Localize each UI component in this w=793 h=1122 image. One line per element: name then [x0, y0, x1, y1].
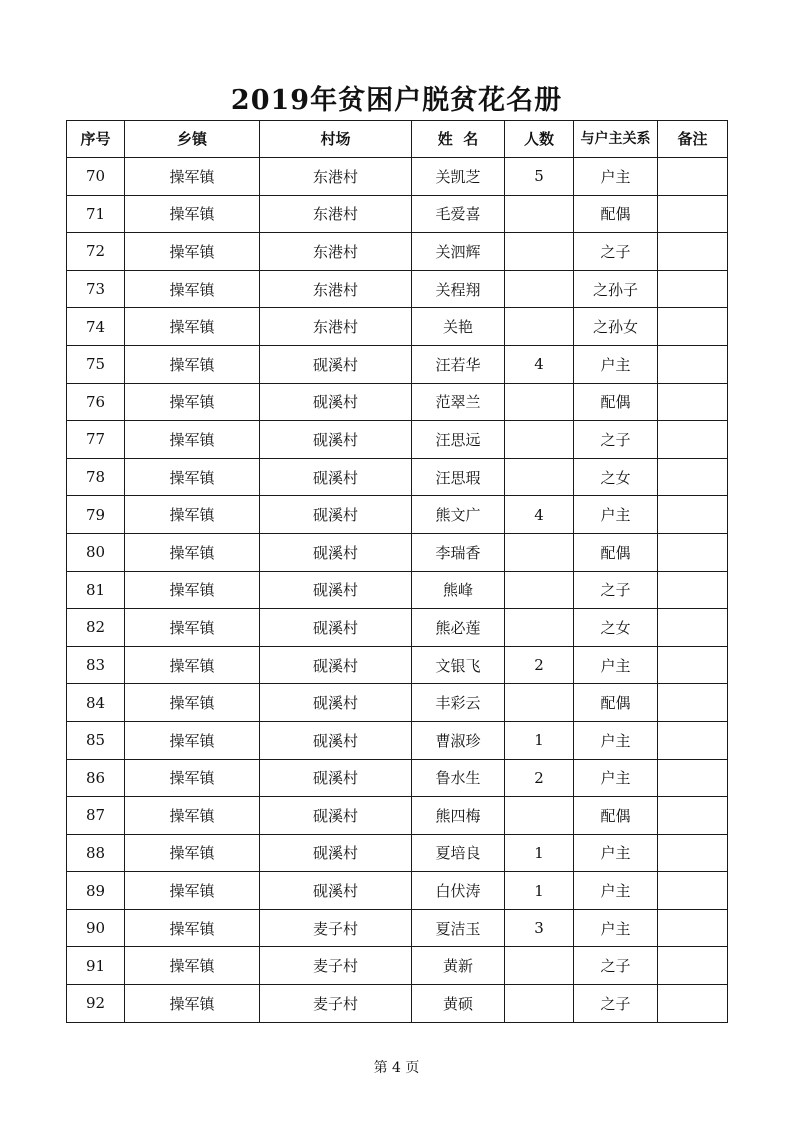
cell-count [505, 233, 574, 271]
cell-count [505, 195, 574, 233]
cell-remark [658, 421, 728, 459]
cell-index: 84 [67, 684, 125, 722]
table-row [67, 947, 728, 985]
cell-remark [658, 834, 728, 872]
table-row [67, 609, 728, 647]
cell-village: 砚溪村 [260, 421, 412, 459]
cell-relation: 之女 [574, 609, 658, 647]
cell-count: 5 [505, 158, 574, 196]
cell-index: 74 [67, 308, 125, 346]
cell-index: 87 [67, 797, 125, 835]
cell-relation: 户主 [574, 345, 658, 383]
cell-relation: 户主 [574, 721, 658, 759]
cell-village: 砚溪村 [260, 345, 412, 383]
cell-remark [658, 646, 728, 684]
cell-count [505, 458, 574, 496]
cell-name: 汪思瑕 [412, 458, 505, 496]
cell-index: 73 [67, 270, 125, 308]
cell-index: 88 [67, 834, 125, 872]
cell-remark [658, 721, 728, 759]
cell-index: 81 [67, 571, 125, 609]
cell-village: 砚溪村 [260, 496, 412, 534]
cell-name: 夏培良 [412, 834, 505, 872]
cell-relation: 之女 [574, 458, 658, 496]
cell-town: 操军镇 [125, 797, 260, 835]
table-row [67, 985, 728, 1023]
cell-count [505, 947, 574, 985]
cell-count [505, 684, 574, 722]
cell-remark [658, 947, 728, 985]
cell-relation: 户主 [574, 834, 658, 872]
cell-town: 操军镇 [125, 985, 260, 1023]
cell-name: 文银飞 [412, 646, 505, 684]
cell-village: 东港村 [260, 158, 412, 196]
cell-name: 毛爱喜 [412, 195, 505, 233]
cell-remark [658, 571, 728, 609]
cell-village: 麦子村 [260, 909, 412, 947]
cell-relation: 之孙子 [574, 270, 658, 308]
header-town: 乡镇 [125, 121, 260, 158]
cell-town: 操军镇 [125, 872, 260, 910]
cell-name: 范翠兰 [412, 383, 505, 421]
table-row [67, 533, 728, 571]
cell-remark [658, 458, 728, 496]
cell-relation: 之子 [574, 947, 658, 985]
cell-count: 4 [505, 345, 574, 383]
cell-count [505, 308, 574, 346]
cell-remark [658, 496, 728, 534]
cell-remark [658, 797, 728, 835]
cell-village: 东港村 [260, 195, 412, 233]
table-row [67, 158, 728, 196]
cell-count: 1 [505, 721, 574, 759]
cell-count [505, 533, 574, 571]
cell-town: 操军镇 [125, 571, 260, 609]
cell-index: 70 [67, 158, 125, 196]
cell-remark [658, 609, 728, 647]
cell-relation: 户主 [574, 872, 658, 910]
header-name: 姓 名 [412, 121, 505, 158]
cell-name: 关艳 [412, 308, 505, 346]
cell-count [505, 797, 574, 835]
cell-town: 操军镇 [125, 158, 260, 196]
cell-index: 85 [67, 721, 125, 759]
cell-village: 麦子村 [260, 985, 412, 1023]
cell-count [505, 609, 574, 647]
table-row [67, 909, 728, 947]
cell-count: 2 [505, 646, 574, 684]
roster-body [67, 158, 728, 1023]
cell-index: 91 [67, 947, 125, 985]
cell-remark [658, 872, 728, 910]
cell-relation: 之子 [574, 233, 658, 271]
cell-relation: 配偶 [574, 383, 658, 421]
cell-town: 操军镇 [125, 609, 260, 647]
table-row [67, 496, 728, 534]
cell-index: 89 [67, 872, 125, 910]
cell-town: 操军镇 [125, 834, 260, 872]
cell-relation: 户主 [574, 158, 658, 196]
cell-count [505, 270, 574, 308]
table-row [67, 797, 728, 835]
cell-town: 操军镇 [125, 909, 260, 947]
cell-remark [658, 383, 728, 421]
cell-name: 鲁水生 [412, 759, 505, 797]
cell-name: 丰彩云 [412, 684, 505, 722]
cell-remark [658, 345, 728, 383]
cell-village: 东港村 [260, 233, 412, 271]
cell-index: 72 [67, 233, 125, 271]
cell-town: 操军镇 [125, 759, 260, 797]
cell-town: 操军镇 [125, 533, 260, 571]
table-row [67, 195, 728, 233]
cell-village: 东港村 [260, 270, 412, 308]
cell-relation: 户主 [574, 759, 658, 797]
cell-relation: 户主 [574, 909, 658, 947]
cell-town: 操军镇 [125, 308, 260, 346]
cell-relation: 配偶 [574, 195, 658, 233]
cell-name: 熊四梅 [412, 797, 505, 835]
table-row [67, 233, 728, 271]
header-index: 序号 [67, 121, 125, 158]
cell-town: 操军镇 [125, 721, 260, 759]
cell-remark [658, 759, 728, 797]
table-row [67, 458, 728, 496]
cell-town: 操军镇 [125, 684, 260, 722]
cell-village: 砚溪村 [260, 684, 412, 722]
cell-town: 操军镇 [125, 233, 260, 271]
table-row [67, 383, 728, 421]
header-row [67, 121, 728, 158]
cell-remark [658, 270, 728, 308]
cell-relation: 之孙女 [574, 308, 658, 346]
cell-name: 汪思远 [412, 421, 505, 459]
cell-remark [658, 684, 728, 722]
table-row [67, 759, 728, 797]
table-row [67, 270, 728, 308]
cell-remark [658, 233, 728, 271]
cell-town: 操军镇 [125, 345, 260, 383]
table-row [67, 721, 728, 759]
roster-table [66, 120, 728, 1023]
cell-name: 李瑞香 [412, 533, 505, 571]
cell-village: 砚溪村 [260, 609, 412, 647]
header-relation: 与户主关系 [574, 121, 658, 158]
cell-index: 77 [67, 421, 125, 459]
cell-name: 黄新 [412, 947, 505, 985]
header-village: 村场 [260, 121, 412, 158]
document-title: 2019年贫困户脱贫花名册 [230, 85, 563, 116]
cell-relation: 之子 [574, 985, 658, 1023]
table-row [67, 834, 728, 872]
cell-index: 78 [67, 458, 125, 496]
table-row [67, 308, 728, 346]
cell-relation: 配偶 [574, 797, 658, 835]
cell-name: 熊峰 [412, 571, 505, 609]
cell-town: 操军镇 [125, 195, 260, 233]
header-count: 人数 [505, 121, 574, 158]
cell-index: 75 [67, 345, 125, 383]
cell-count [505, 571, 574, 609]
cell-count: 2 [505, 759, 574, 797]
cell-town: 操军镇 [125, 421, 260, 459]
cell-village: 砚溪村 [260, 458, 412, 496]
cell-remark [658, 909, 728, 947]
cell-town: 操军镇 [125, 646, 260, 684]
cell-name: 关程翔 [412, 270, 505, 308]
cell-village: 砚溪村 [260, 533, 412, 571]
cell-count: 1 [505, 834, 574, 872]
cell-village: 砚溪村 [260, 721, 412, 759]
table-row [67, 872, 728, 910]
cell-village: 砚溪村 [260, 834, 412, 872]
cell-village: 砚溪村 [260, 383, 412, 421]
table-row [67, 571, 728, 609]
cell-relation: 之子 [574, 571, 658, 609]
cell-index: 80 [67, 533, 125, 571]
cell-count [505, 383, 574, 421]
cell-town: 操军镇 [125, 496, 260, 534]
cell-remark [658, 195, 728, 233]
cell-village: 东港村 [260, 308, 412, 346]
header-remark: 备注 [658, 121, 728, 158]
cell-name: 黄硕 [412, 985, 505, 1023]
cell-remark [658, 985, 728, 1023]
cell-index: 82 [67, 609, 125, 647]
cell-village: 砚溪村 [260, 571, 412, 609]
table-row [67, 646, 728, 684]
cell-remark [658, 308, 728, 346]
cell-relation: 户主 [574, 646, 658, 684]
cell-index: 79 [67, 496, 125, 534]
cell-name: 白伏涛 [412, 872, 505, 910]
cell-remark [658, 158, 728, 196]
cell-town: 操军镇 [125, 947, 260, 985]
cell-relation: 配偶 [574, 684, 658, 722]
cell-name: 熊文广 [412, 496, 505, 534]
cell-village: 砚溪村 [260, 646, 412, 684]
cell-relation: 配偶 [574, 533, 658, 571]
cell-town: 操军镇 [125, 458, 260, 496]
page-number: 第 4 页 [373, 1060, 420, 1076]
cell-index: 71 [67, 195, 125, 233]
cell-index: 90 [67, 909, 125, 947]
cell-count [505, 985, 574, 1023]
cell-count: 3 [505, 909, 574, 947]
cell-name: 熊必莲 [412, 609, 505, 647]
cell-remark [658, 533, 728, 571]
table-row [67, 421, 728, 459]
cell-name: 夏洁玉 [412, 909, 505, 947]
cell-relation: 之子 [574, 421, 658, 459]
cell-name: 汪若华 [412, 345, 505, 383]
cell-village: 砚溪村 [260, 872, 412, 910]
cell-name: 关凯芝 [412, 158, 505, 196]
cell-town: 操军镇 [125, 383, 260, 421]
cell-count: 4 [505, 496, 574, 534]
table-row [67, 684, 728, 722]
cell-relation: 户主 [574, 496, 658, 534]
cell-village: 砚溪村 [260, 797, 412, 835]
cell-index: 83 [67, 646, 125, 684]
cell-name: 曹淑珍 [412, 721, 505, 759]
cell-count [505, 421, 574, 459]
cell-index: 76 [67, 383, 125, 421]
cell-name: 关泗辉 [412, 233, 505, 271]
table-row [67, 345, 728, 383]
cell-count: 1 [505, 872, 574, 910]
cell-village: 麦子村 [260, 947, 412, 985]
cell-index: 92 [67, 985, 125, 1023]
cell-village: 砚溪村 [260, 759, 412, 797]
cell-index: 86 [67, 759, 125, 797]
cell-town: 操军镇 [125, 270, 260, 308]
